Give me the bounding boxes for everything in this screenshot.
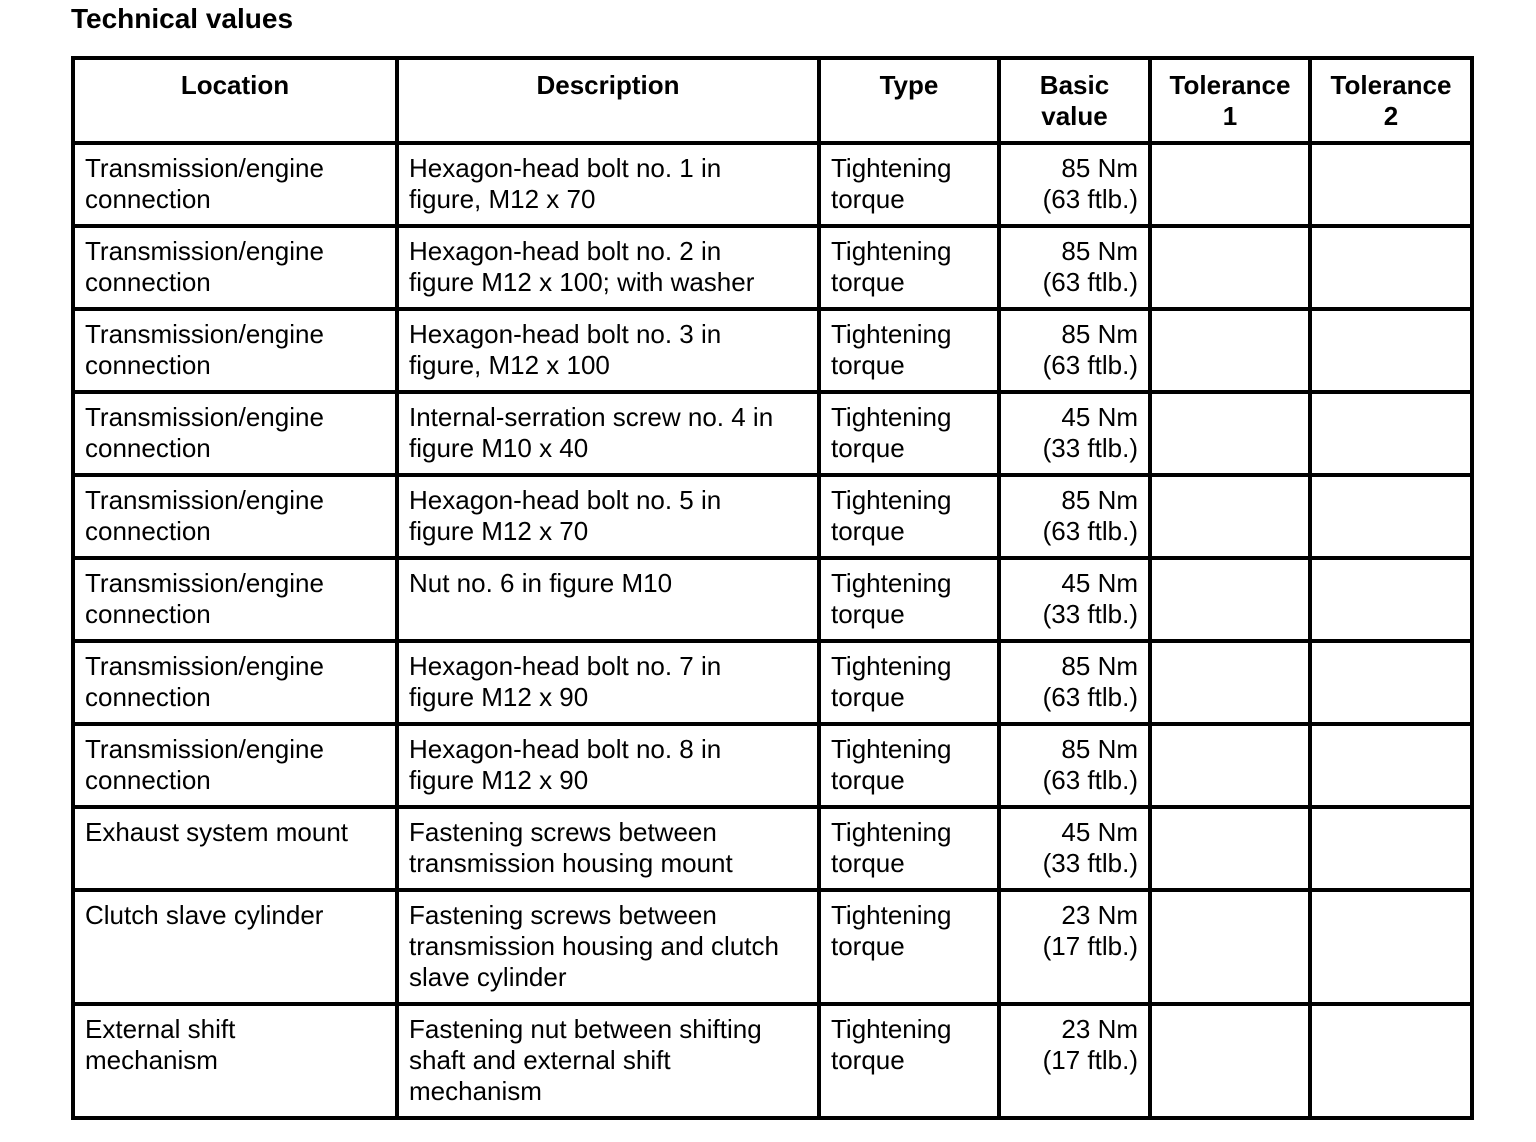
cell-tolerance-1 <box>1150 475 1310 558</box>
cell-tolerance-2 <box>1310 226 1472 309</box>
cell-basic-value: 85 Nm (63 ftlb.) <box>999 143 1150 226</box>
cell-tolerance-1 <box>1150 890 1310 1004</box>
table-row <box>73 890 1472 1004</box>
cell-location: Transmission/engine connection <box>73 309 397 392</box>
cell-type: Tightening torque <box>819 724 999 807</box>
cell-description: Hexagon-head bolt no. 5 in figure M12 x 70 <box>397 475 819 558</box>
cell-description: Hexagon-head bolt no. 1 in figure, M12 x 70 <box>397 143 819 226</box>
cell-type: Tightening torque <box>819 309 999 392</box>
cell-basic-value: 85 Nm (63 ftlb.) <box>999 724 1150 807</box>
cell-type: Tightening torque <box>819 641 999 724</box>
cell-description: Hexagon-head bolt no. 2 in figure M12 x 100; with washer <box>397 226 819 309</box>
cell-basic-value: 45 Nm (33 ftlb.) <box>999 558 1150 641</box>
cell-tolerance-1 <box>1150 558 1310 641</box>
cell-basic-value: 45 Nm (33 ftlb.) <box>999 807 1150 890</box>
cell-tolerance-1 <box>1150 309 1310 392</box>
cell-tolerance-2 <box>1310 641 1472 724</box>
cell-description: Hexagon-head bolt no. 7 in figure M12 x 90 <box>397 641 819 724</box>
cell-tolerance-2 <box>1310 807 1472 890</box>
table-row <box>73 392 1472 475</box>
cell-description: Nut no. 6 in figure M10 <box>397 558 819 641</box>
table-row <box>73 807 1472 890</box>
cell-location: Transmission/engine connection <box>73 558 397 641</box>
cell-tolerance-2 <box>1310 558 1472 641</box>
header-tolerance-1: Tolerance 1 <box>1150 58 1310 143</box>
table-row <box>73 724 1472 807</box>
cell-location: External shift mechanism <box>73 1004 397 1118</box>
cell-tolerance-2 <box>1310 724 1472 807</box>
cell-type: Tightening torque <box>819 143 999 226</box>
cell-basic-value: 23 Nm (17 ftlb.) <box>999 1004 1150 1118</box>
cell-description: Internal-serration screw no. 4 in figure M10 x 40 <box>397 392 819 475</box>
cell-type: Tightening torque <box>819 558 999 641</box>
header-basic-value: Basic value <box>999 58 1150 143</box>
cell-type: Tightening torque <box>819 392 999 475</box>
cell-basic-value: 85 Nm (63 ftlb.) <box>999 309 1150 392</box>
cell-type: Tightening torque <box>819 1004 999 1118</box>
header-location: Location <box>73 58 397 143</box>
cell-description: Hexagon-head bolt no. 8 in figure M12 x 90 <box>397 724 819 807</box>
cell-tolerance-2 <box>1310 309 1472 392</box>
table-row <box>73 475 1472 558</box>
header-type: Type <box>819 58 999 143</box>
cell-tolerance-2 <box>1310 392 1472 475</box>
table-row <box>73 143 1472 226</box>
page-title: Technical values <box>71 3 294 34</box>
header-description: Description <box>397 58 819 143</box>
table-row <box>73 309 1472 392</box>
table-row <box>73 558 1472 641</box>
cell-tolerance-1 <box>1150 1004 1310 1118</box>
cell-tolerance-2 <box>1310 890 1472 1004</box>
header-tolerance-2: Tolerance 2 <box>1310 58 1472 143</box>
cell-description: Fastening nut between shifting shaft and external shift mechanism <box>397 1004 819 1118</box>
cell-basic-value: 85 Nm (63 ftlb.) <box>999 475 1150 558</box>
cell-type: Tightening torque <box>819 475 999 558</box>
cell-description: Fastening screws between transmission housing mount <box>397 807 819 890</box>
technical-values-table <box>71 56 1474 1120</box>
cell-basic-value: 85 Nm (63 ftlb.) <box>999 226 1150 309</box>
cell-type: Tightening torque <box>819 890 999 1004</box>
cell-tolerance-1 <box>1150 143 1310 226</box>
cell-type: Tightening torque <box>819 807 999 890</box>
cell-location: Transmission/engine connection <box>73 143 397 226</box>
cell-basic-value: 85 Nm (63 ftlb.) <box>999 641 1150 724</box>
cell-tolerance-1 <box>1150 392 1310 475</box>
cell-location: Transmission/engine connection <box>73 475 397 558</box>
cell-location: Exhaust system mount <box>73 807 397 890</box>
table-row <box>73 641 1472 724</box>
cell-tolerance-1 <box>1150 807 1310 890</box>
cell-tolerance-2 <box>1310 475 1472 558</box>
table-header-row <box>73 58 1472 143</box>
cell-description: Fastening screws between transmission housing and clutch slave cylinder <box>397 890 819 1004</box>
cell-location: Transmission/engine connection <box>73 392 397 475</box>
table-row <box>73 1004 1472 1118</box>
cell-location: Transmission/engine connection <box>73 226 397 309</box>
cell-tolerance-2 <box>1310 1004 1472 1118</box>
cell-tolerance-1 <box>1150 226 1310 309</box>
cell-location: Clutch slave cylinder <box>73 890 397 1004</box>
cell-type: Tightening torque <box>819 226 999 309</box>
cell-tolerance-1 <box>1150 724 1310 807</box>
cell-description: Hexagon-head bolt no. 3 in figure, M12 x 100 <box>397 309 819 392</box>
cell-tolerance-2 <box>1310 143 1472 226</box>
cell-location: Transmission/engine connection <box>73 724 397 807</box>
cell-basic-value: 23 Nm (17 ftlb.) <box>999 890 1150 1004</box>
cell-location: Transmission/engine connection <box>73 641 397 724</box>
cell-tolerance-1 <box>1150 641 1310 724</box>
table-row <box>73 226 1472 309</box>
cell-basic-value: 45 Nm (33 ftlb.) <box>999 392 1150 475</box>
